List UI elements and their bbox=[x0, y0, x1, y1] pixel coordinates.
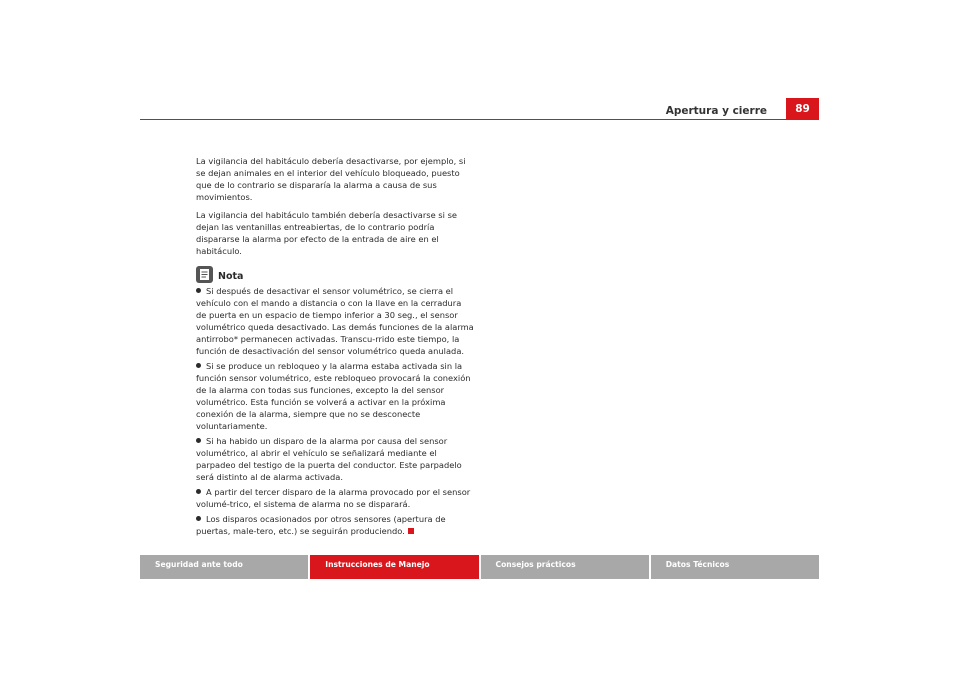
header-rule bbox=[140, 119, 819, 120]
note-item-text: Si ha habido un disparo de la alarma por causa del sensor volumétrico, al abrir el vehículo se señalizará mediante el parpadeo del testigo de la puerta del conductor. Este parpadelo será distinto al de alarma activada. bbox=[196, 436, 462, 482]
note-item-text: Los disparos ocasionados por otros sensores (apertura de puertas, male-tero, etc.) se seguirán produciendo. bbox=[196, 514, 446, 536]
bullet-dot bbox=[196, 516, 201, 521]
page-header-title: Apertura y cierre bbox=[665, 105, 767, 117]
footer-tab-seguridad[interactable]: Seguridad ante todo bbox=[140, 555, 308, 579]
paragraph: La vigilancia del habitáculo debería desactivarse, por ejemplo, si se dejan animales en el interior del vehículo bloqueado, puesto que de lo contrario se dispararía la alarma a causa de sus movimientos. bbox=[196, 156, 466, 202]
note-item-text: Si se produce un rebloqueo y la alarma estaba activada sin la función sensor volumétrico, este rebloqueo provocará la conexión de la alarma con todas sus funciones, excepto la del sensor volumétrico. Esta función se volverá a activar en la próxima conexión de la alarma, siempre que no se desconecte voluntariamente. bbox=[196, 361, 471, 431]
note-item-text: A partir del tercer disparo de la alarma provocado por el sensor volumé-trico, el sistema de alarma no se disparará. bbox=[196, 487, 471, 509]
footer-tab-consejos[interactable]: Consejos prácticos bbox=[481, 555, 649, 579]
footer-navigation bbox=[140, 555, 819, 579]
main-content bbox=[196, 155, 474, 540]
note-title: Nota bbox=[218, 271, 244, 282]
bullet-dot bbox=[196, 438, 201, 443]
note-item bbox=[196, 360, 474, 432]
paragraph: La vigilancia del habitáculo también debería desactivarse si se dejan las ventanillas entreabiertas, de lo contrario podría dispararse la alarma por efecto de la entrada de aire en el habitáculo. bbox=[196, 210, 458, 256]
note-item bbox=[196, 513, 474, 537]
note-item bbox=[196, 486, 474, 510]
bullet-dot bbox=[196, 489, 201, 494]
footer-tab-datos[interactable]: Datos Técnicos bbox=[651, 555, 819, 579]
note-icon bbox=[196, 266, 213, 283]
end-mark bbox=[408, 528, 414, 534]
note-heading bbox=[196, 266, 474, 283]
note-item-text: Si después de desactivar el sensor volumétrico, se cierra el vehículo con el mando a distancia o con la llave en la cerradura de puerta en un espacio de tiempo inferior a 30 seg., el sensor volumétrico queda desactivado. Las demás funciones de la alarma antirrobo* permanecen activadas. Transcu-rrido este tiempo, la función de desactivación del sensor volumétrico queda anulada. bbox=[196, 286, 474, 356]
footer-tab-instrucciones[interactable]: Instrucciones de Manejo bbox=[310, 555, 478, 579]
bullet-dot bbox=[196, 288, 201, 293]
page-number: 89 bbox=[786, 98, 819, 119]
bullet-dot bbox=[196, 363, 201, 368]
note-item bbox=[196, 435, 474, 483]
note-item bbox=[196, 285, 474, 357]
